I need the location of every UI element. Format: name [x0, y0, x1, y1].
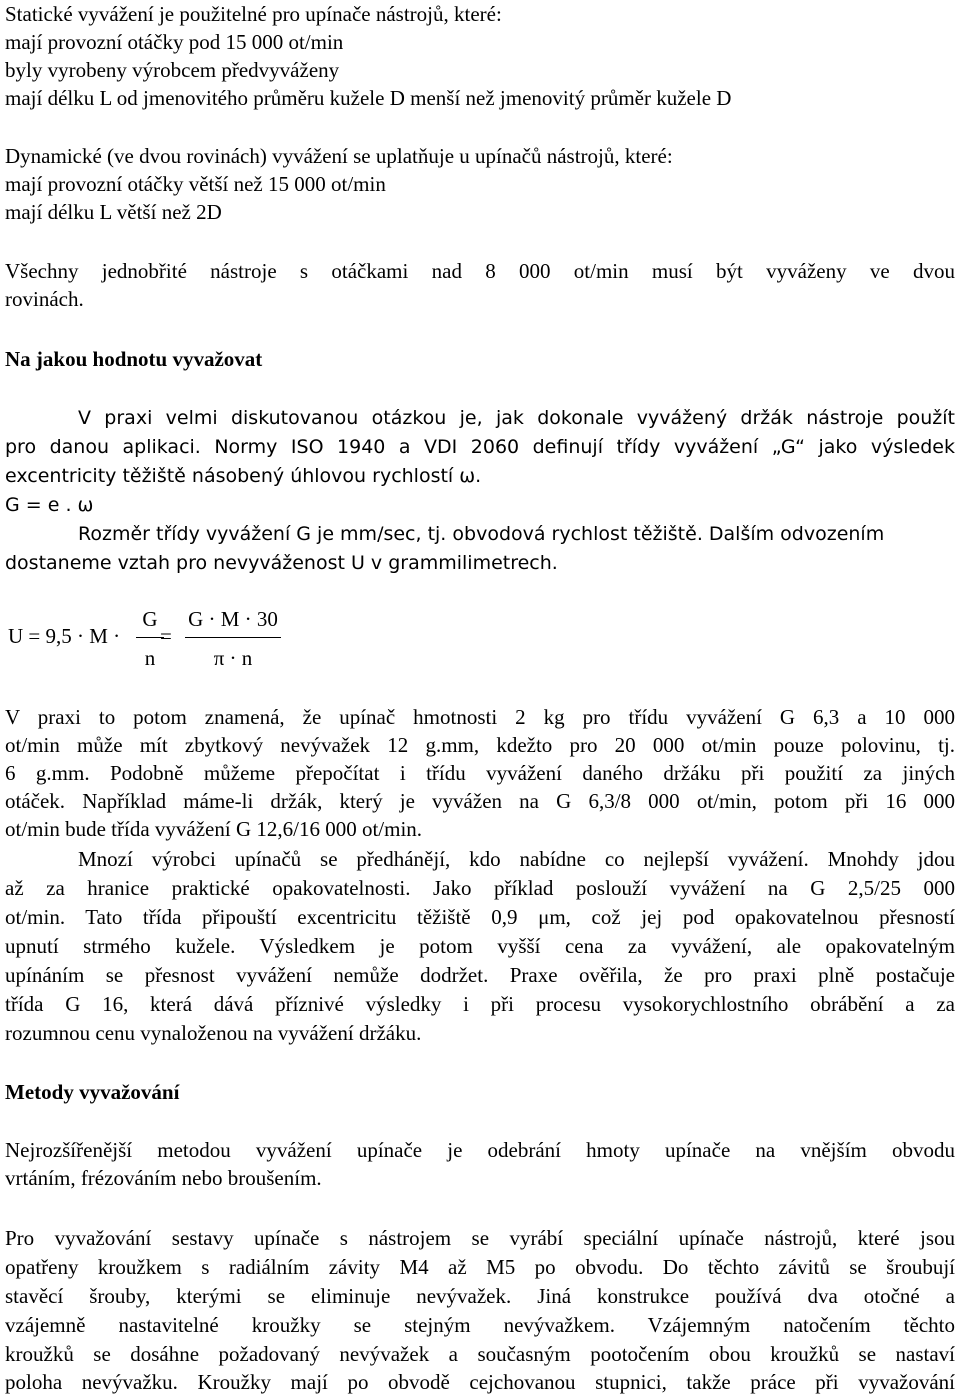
- s1-para4-line-3: ot/min. Tato třída připouští excentricitu těžiště 0,9 μm, což jej pod opakovatelnou přesností: [5, 905, 955, 929]
- formula-equals: =: [160, 624, 172, 648]
- s1-para4-line-5: upínáním se přesnost vyvážení nemůže dodržet. Praxe ověřila, že pro praxi plně postačuje: [5, 963, 955, 987]
- formula-fraction2-denominator: π · n: [213, 646, 253, 670]
- s1-para1-line-2: pro danou aplikaci. Normy ISO 1940 a VDI 2060 definují třídy vyvážení „G“ jako výsledek: [5, 436, 955, 458]
- section-heading-balance-value: Na jakou hodnotu vyvažovat: [5, 347, 263, 371]
- s2-para2-line-5: kroužků se dosáhne požadovaný nevývažek a současným pootočením obou kroužků se nastaví: [5, 1342, 955, 1366]
- s1-para2-line-1: Rozměr třídy vyvážení G je mm/sec, tj. obvodová rychlost těžiště. Dalším odvozením: [78, 523, 885, 545]
- s2-para1-line-2: vrtáním, frézováním nebo broušením.: [5, 1166, 322, 1190]
- s1-para3-line-5: ot/min bude třída vyvážení G 12,6/16 000 ot/min.: [5, 817, 423, 841]
- s2-para2-line-4: vzájemně nastavitelné kroužky se stejným nevývažkem. Vzájemným natočením těchto: [5, 1313, 955, 1337]
- static-item-2: byly vyrobeny výrobcem předvyváženy: [5, 58, 340, 82]
- s1-para3-line-2: ot/min může mít zbytkový nevývažek 12 g.mm, kdežto pro 20 000 ot/min pouze polovinu, tj.: [5, 733, 955, 757]
- static-item-3: mají délku L od jmenovitého průměru kužele D menší než jmenovitý průměr kužele D: [5, 86, 732, 110]
- s1-para3-line-4: otáček. Například máme-li držák, který je vyvážen na G 6,3/8 000 ot/min, potom při 16 000: [5, 789, 955, 813]
- s2-para2-line-6: poloha nevývažku. Kroužky mají po obvodě cejchovanou stupnici, takže práce při vyvažování: [5, 1370, 955, 1394]
- formula-g: G = e . ω: [5, 494, 94, 516]
- dynamic-balancing-title: Dynamické (ve dvou rovinách) vyvážení se uplatňuje u upínačů nástrojů, které:: [5, 144, 673, 168]
- s1-para3-line-3: 6 g.mm. Podobně můžeme přepočítat i třídu vyvážení daného držáku při použití za jiných: [5, 761, 955, 785]
- dynamic-item-2: mají délku L větší než 2D: [5, 200, 222, 224]
- formula-lhs: U = 9,5 · M ·: [8, 624, 121, 648]
- static-item-1: mají provozní otáčky pod 15 000 ot/min: [5, 30, 344, 54]
- formula-fraction1-denominator: n: [144, 646, 156, 670]
- section-heading-methods: Metody vyvažování: [5, 1080, 180, 1104]
- all-tools-line-1: Všechny jednobřité nástroje s otáčkami nad 8 000 ot/min musí být vyváženy ve dvou: [5, 259, 955, 283]
- s2-para2-line-1: Pro vyvažování sestavy upínače s nástrojem se vyrábí speciální upínače nástrojů, které jsou: [5, 1226, 955, 1250]
- s2-para1-line-1: Nejrozšířenější metodou vyvážení upínače je odebrání hmoty upínače na vnějším obvodu: [5, 1138, 955, 1162]
- s1-para4-line-6: třída G 16, která dává příznivé výsledky i při procesu vysokorychlostního obrábění a za: [5, 992, 955, 1016]
- s1-para4-line-4: upnutí strmého kužele. Výsledkem je potom vyšší cena za vyvážení, ale opakovatelným: [5, 934, 955, 958]
- s1-para1-line-3: excentricity těžiště násobený úhlovou rychlostí ω.: [5, 465, 482, 487]
- formula-fraction1-numerator: G: [142, 607, 158, 631]
- s1-para2-line-2: dostaneme vztah pro nevyváženost U v grammilimetrech.: [5, 552, 558, 574]
- s1-para1-line-1: V praxi velmi diskutovanou otázkou je, jak dokonale vyvážený držák nástroje použít: [78, 407, 955, 429]
- s1-para4-line-2: až za hranice praktické opakovatelnosti. Jako příklad poslouží vyvážení na G 2,5/25 000: [5, 876, 955, 900]
- static-balancing-title: Statické vyvážení je použitelné pro upínače nástrojů, které:: [5, 2, 502, 26]
- s2-para2-line-3: stavěcí šrouby, kterými se eliminuje nevývažek. Jiná konstrukce používá dva otočné a: [5, 1284, 955, 1308]
- s1-para4-line-1: Mnozí výrobci upínačů se předhánějí, kdo nabídne co nejlepší vyvážení. Mnohdy jdou: [78, 847, 955, 871]
- s2-para2-line-2: opatřeny kroužkem s radiálním závity M4 až M5 po obvodu. Do těchto závitů se šroubují: [5, 1255, 955, 1279]
- formula-fraction2-numerator: G · M · 30: [188, 607, 278, 631]
- all-tools-line-2: rovinách.: [5, 287, 84, 311]
- s1-para3-line-1: V praxi to potom znamená, že upínač hmotnosti 2 kg pro třídu vyvážení G 6,3 a 10 000: [5, 705, 955, 729]
- s1-para4-line-7: rozumnou cenu vynaloženou na vyvážení držáku.: [5, 1021, 422, 1045]
- formula-fraction2-bar: [185, 637, 281, 638]
- dynamic-item-1: mají provozní otáčky větší než 15 000 ot/min: [5, 172, 386, 196]
